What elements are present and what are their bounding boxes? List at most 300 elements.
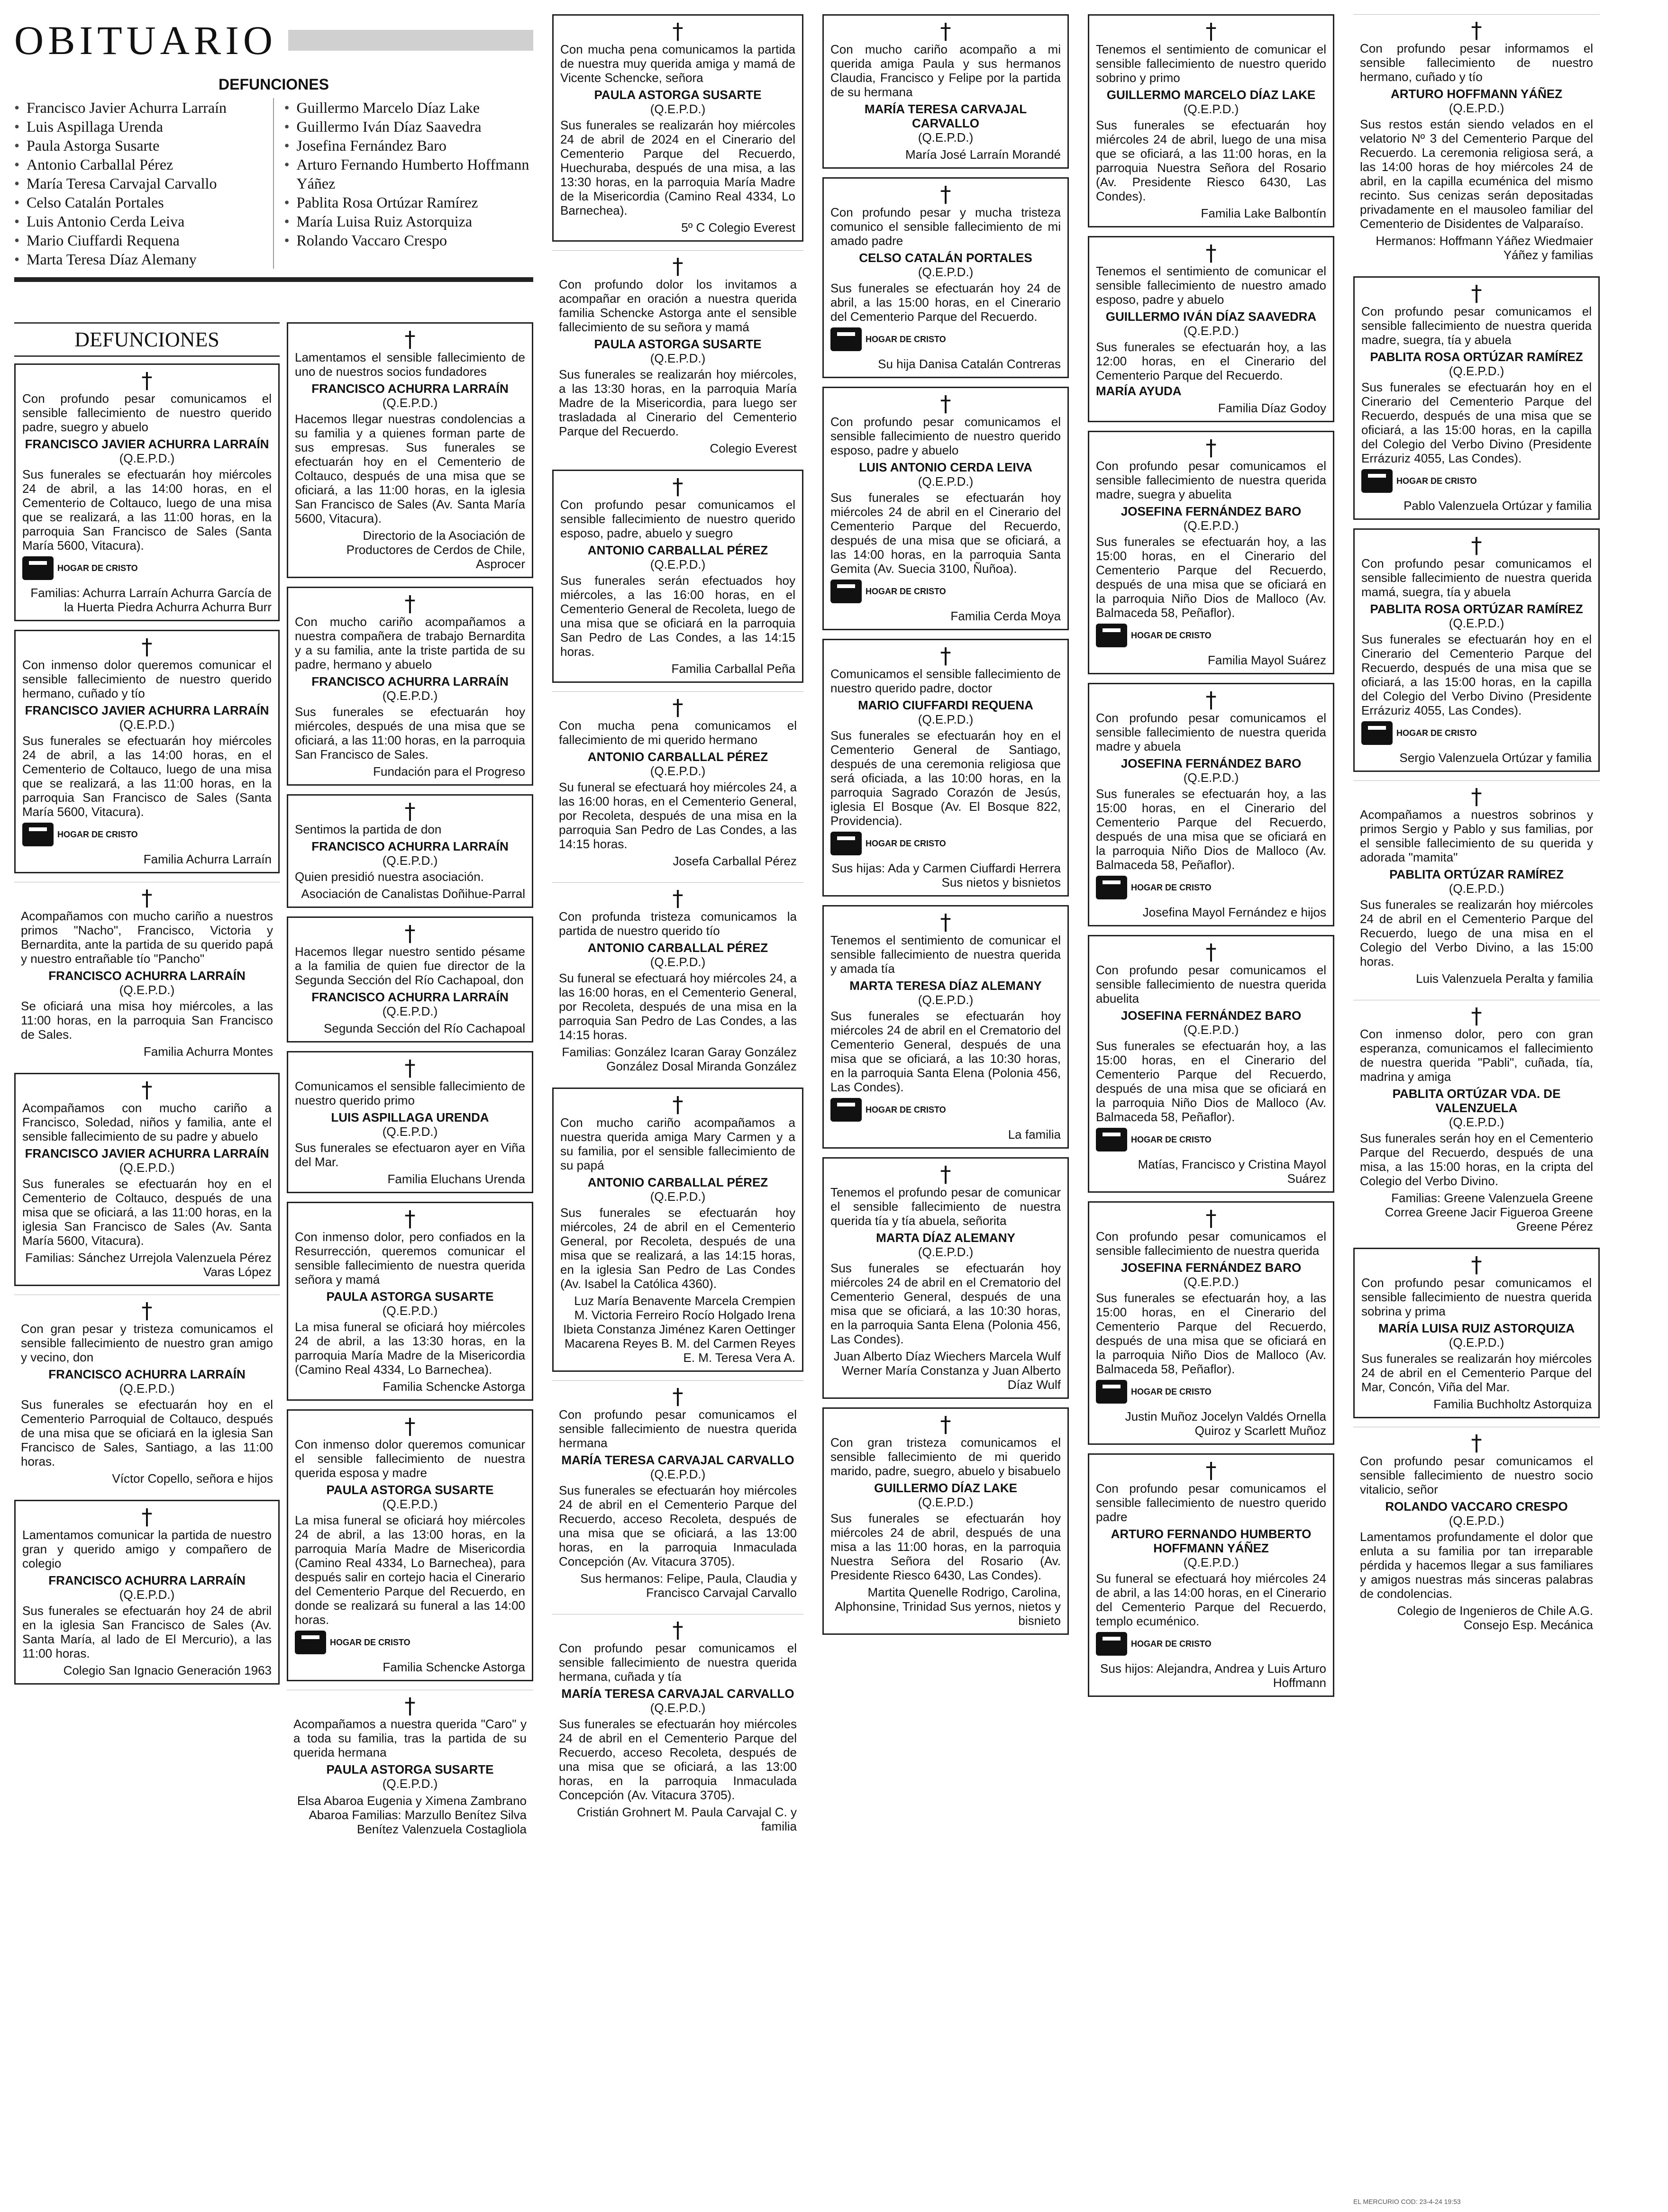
qepd-label: (Q.E.P.D.) bbox=[382, 689, 438, 703]
notice-intro: Sentimos la partida de don bbox=[295, 822, 442, 836]
notice-signature: Martita Quenelle Rodrigo, Carolina, Alphonsine, Trinidad Sus yernos, nietos y bisnieto bbox=[835, 1585, 1061, 1628]
notice-intro: Con inmenso dolor, pero con gran esperanza, comunicamos el fallecimiento de nuestra querida "Pabli", cuñada, tía, madrina y amiga bbox=[1360, 1027, 1593, 1084]
death-notice bbox=[287, 794, 533, 908]
hogar-de-cristo-logo bbox=[1096, 876, 1212, 899]
notice-intro: Con profundo dolor los invitamos a acompañar en oración a nuestra querida familia Schencke Astorga ante el sensible fallecimiento de su señora y mamá bbox=[559, 277, 797, 334]
cross-icon: † bbox=[672, 18, 684, 44]
deceased-name: JOSEFINA FERNÁNDEZ BARO bbox=[1121, 1260, 1302, 1275]
index-entry: • Paula Astorga Susarte bbox=[14, 136, 264, 155]
qepd-label: (Q.E.P.D.) bbox=[918, 993, 974, 1007]
notice-intro: Con profundo pesar comunicamos el sensible fallecimiento de nuestro querido padre, suegro y abuelo bbox=[22, 391, 272, 434]
deceased-name: ANTONIO CARBALLAL PÉREZ bbox=[587, 750, 768, 764]
notice-body: Su funeral se efectuará hoy miércoles 24, a las 16:00 horas, en el Cementerio General, por Recoleta, después de una misa en la parroquia San Pedro de Las Condes, a las 14:15 horas. bbox=[559, 971, 797, 1042]
cross-icon: † bbox=[141, 885, 153, 911]
logo-label: HOGAR DE CRISTO bbox=[1396, 728, 1477, 738]
cross-icon: † bbox=[404, 1693, 416, 1719]
notice-body: La misa funeral se oficiará hoy miércoles 24 de abril, a las 13:00 horas, en la parroquia María Madre de Misericordia (Camino Real 4334, Lo Barnechea), para después salir en cortejo hacia el Cinerario del Cementerio Parque del Recuerdo, en donde se realizará su funeral a las 14:00 horas. bbox=[295, 1513, 525, 1627]
notice-intro: Acompañamos con mucho cariño a nuestros primos "Nacho", Francisco, Victoria y Bernardita, ante la partida de su querido papá y nuestro entrañable tío "Pancho" bbox=[21, 909, 273, 966]
notice-signature: Luz María Benavente Marcela Crempien M. Victoria Ferreiro Rocío Holgado Irena Ibieta Constanza Jiménez Karen Oettinger Macarena Reyes B. M. del Carmen Reyes E. M. Teresa Vera A. bbox=[563, 1294, 795, 1365]
death-notice bbox=[287, 1690, 533, 1842]
logo-label: HOGAR DE CRISTO bbox=[866, 335, 946, 344]
qepd-label: (Q.E.P.D.) bbox=[1183, 518, 1239, 533]
notice-body: Sus funerales se efectuarán hoy en el Cinerario del Cementerio Parque del Recuerdo, después de una misa que se oficiará, a las 15:00 horas, en la capilla del Colegio del Verbo Divino (Presidente Errázuriz 4055, Las Condes). bbox=[1361, 380, 1592, 465]
notice-signature: Elsa Abaroa Eugenia y Ximena Zambrano Abaroa Familias: Marzullo Benítez Silva Benítez Valenzuela Costagliola bbox=[297, 1794, 527, 1836]
death-notice bbox=[822, 1407, 1069, 1635]
death-notice bbox=[822, 639, 1069, 897]
notice-signature: Familia Eluchans Urenda bbox=[387, 1172, 525, 1186]
death-notice bbox=[552, 250, 803, 461]
hogar-de-cristo-logo bbox=[1361, 721, 1477, 745]
qepd-label: (Q.E.P.D.) bbox=[382, 396, 438, 410]
cross-icon: † bbox=[141, 1077, 153, 1103]
deceased-name: MARÍA LUISA RUIZ ASTORQUIZA bbox=[1378, 1321, 1575, 1335]
hogar-de-cristo-logo bbox=[830, 327, 946, 351]
hogar-de-cristo-icon bbox=[1361, 721, 1393, 745]
deceased-name: FRANCISCO ACHURRA LARRAÍN bbox=[311, 839, 509, 853]
qepd-label: (Q.E.P.D.) bbox=[1449, 1335, 1504, 1350]
deceased-name: FRANCISCO JAVIER ACHURRA LARRAÍN bbox=[25, 703, 269, 717]
death-notice bbox=[287, 1409, 533, 1681]
qepd-label: (Q.E.P.D.) bbox=[1449, 1115, 1504, 1129]
hogar-de-cristo-icon bbox=[830, 580, 862, 603]
logo-label: HOGAR DE CRISTO bbox=[866, 1105, 946, 1115]
cross-icon: † bbox=[1205, 18, 1217, 44]
deceased-name: PAULA ASTORGA SUSARTE bbox=[594, 337, 762, 351]
deceased-name: PAULA ASTORGA SUSARTE bbox=[326, 1289, 494, 1304]
deceased-name: MARTA DÍAZ ALEMANY bbox=[876, 1231, 1015, 1245]
death-notice bbox=[287, 1202, 533, 1401]
notice-intro: Con mucha pena comunicamos la partida de nuestra muy querida amiga y mamá de Vicente Schencke, señora bbox=[560, 42, 795, 85]
cross-icon: † bbox=[404, 591, 416, 616]
cross-icon: † bbox=[672, 1384, 684, 1409]
notice-signature: Familias: Greene Valenzuela Greene Correa Greene Jacir Figueroa Greene Greene Pérez bbox=[1385, 1191, 1593, 1233]
logo-label: HOGAR DE CRISTO bbox=[57, 830, 138, 839]
notice-body: Se oficiará una misa hoy miércoles, a las 11:00 horas, en la parroquia San Francisco de Sales. bbox=[21, 999, 273, 1042]
cross-icon: † bbox=[404, 798, 416, 824]
notice-signature: Familia Mayol Suárez bbox=[1208, 653, 1326, 667]
index-entry: • María Luisa Ruiz Astorquiza bbox=[284, 212, 534, 231]
notice-body: Sus funerales se realizarán hoy miércoles 24 de abril de 2024 en el Cinerario del Cementerio Parque del Recuerdo, Huechuraba, después de una misa, a las 13:30 horas, en la parroquia María Madre de la Misericordia (Camino Real 4334, Lo Barnechea). bbox=[560, 118, 795, 218]
notice-intro: Con profundo pesar comunicamos el sensible fallecimiento de nuestra querida madre, suegra, tía y abuela bbox=[1361, 304, 1592, 347]
cross-icon: † bbox=[1471, 784, 1482, 809]
death-notice bbox=[1353, 14, 1600, 268]
hogar-de-cristo-icon bbox=[830, 832, 862, 855]
death-notice bbox=[552, 691, 803, 874]
notice-body: Sus funerales se efectuarán hoy, a las 15:00 horas, en el Cinerario del Cementerio Parque del Recuerdo, después de una misa que se oficiará en la parroquia Niño Dios de Malloco (Av. Balmaceda 58, Peñaflor). bbox=[1096, 1039, 1326, 1124]
obituary-index bbox=[14, 98, 533, 282]
qepd-label: (Q.E.P.D.) bbox=[918, 712, 974, 726]
qepd-label: (Q.E.P.D.) bbox=[119, 717, 175, 732]
deceased-name: MARÍA TERESA CARVAJAL CARVALLO bbox=[864, 102, 1027, 130]
death-notice bbox=[1353, 528, 1600, 772]
deceased-name: GUILLERMO DÍAZ LAKE bbox=[874, 1481, 1017, 1495]
notice-signature: Familia Lake Balbontín bbox=[1201, 206, 1326, 220]
qepd-label: (Q.E.P.D.) bbox=[1183, 1555, 1239, 1569]
notice-intro: Con profundo pesar comunicamos el sensible fallecimiento de nuestra querida madre, suegra y abuelita bbox=[1096, 459, 1326, 501]
notice-body: Su funeral se efectuará hoy miércoles 24 de abril, a las 14:00 horas, en el Cinerario del Cementerio Parque del Recuerdo, templo ecuménico. bbox=[1096, 1571, 1326, 1628]
notice-signature: Sus hijas: Ada y Carmen Ciuffardi Herrera Sus nietos y bisnietos bbox=[831, 861, 1061, 889]
logo-label: HOGAR DE CRISTO bbox=[1131, 1387, 1212, 1396]
notice-intro: Con gran pesar y tristeza comunicamos el sensible fallecimiento de nuestro gran amigo y vecino, don bbox=[21, 1322, 273, 1364]
hogar-de-cristo-icon bbox=[22, 823, 54, 846]
hogar-de-cristo-icon bbox=[1096, 1128, 1127, 1151]
qepd-label: (Q.E.P.D.) bbox=[650, 955, 706, 969]
footer-code: EL MERCURIO COD: 23-4-24 19:53 bbox=[1353, 2198, 1461, 2205]
index-entry: • Mario Ciuffardi Requena bbox=[14, 231, 264, 250]
notice-body: Su funeral se efectuará hoy miércoles 24, a las 16:00 horas, en el Cementerio General, por Recoleta, después de una misa en la parroquia San Pedro de Las Condes, a las 14:15 horas. bbox=[559, 780, 797, 851]
notice-intro: Con profundo pesar comunicamos el sensible fallecimiento de nuestra querida sobrina y prima bbox=[1361, 1276, 1592, 1318]
qepd-label: (Q.E.P.D.) bbox=[382, 1777, 438, 1791]
death-notice bbox=[1088, 431, 1334, 674]
deceased-name: ANTONIO CARBALLAL PÉREZ bbox=[587, 941, 768, 955]
notice-body: Sus funerales se realizarán hoy miércoles, a las 13:30 horas, en la parroquia María Madre de la Misericordia, para luego ser trasladada al Cinerario del Cementerio Parque del Recuerdo. bbox=[559, 367, 797, 438]
notice-intro: Acompañamos a nuestros sobrinos y primos Sergio y Pablo y sus familias, por el sensible fallecimiento de su querida y adorada "mamita" bbox=[1360, 807, 1593, 864]
notice-signature: Familia Schencke Astorga bbox=[383, 1379, 525, 1394]
cross-icon: † bbox=[404, 326, 416, 352]
death-notice bbox=[14, 1073, 280, 1286]
notice-body: Sus funerales se efectuarán hoy, a las 15:00 horas, en el Cinerario del Cementerio Parque del Recuerdo, después de una misa que se oficiará en la parroquia Niño Dios de Malloco (Av. Balmaceda 58, Peñaflor). bbox=[1096, 1291, 1326, 1376]
cross-icon: † bbox=[141, 368, 153, 393]
qepd-label: (Q.E.P.D.) bbox=[1183, 1275, 1239, 1289]
notice-intro: Comunicamos el sensible fallecimiento de nuestro querido padre, doctor bbox=[830, 667, 1061, 695]
death-notice bbox=[287, 322, 533, 578]
notice-signature: Josefa Carballal Pérez bbox=[673, 854, 797, 868]
notice-signature: María José Larraín Morandé bbox=[905, 147, 1061, 162]
death-notice bbox=[287, 1051, 533, 1193]
deceased-name: PAULA ASTORGA SUSARTE bbox=[594, 88, 762, 102]
deceased-name: FRANCISCO ACHURRA LARRAÍN bbox=[311, 674, 509, 689]
notice-intro: Con mucha pena comunicamos el fallecimiento de mi querido hermano bbox=[559, 718, 797, 747]
qepd-label: (Q.E.P.D.) bbox=[382, 1497, 438, 1511]
deceased-name: GUILLERMO IVÁN DÍAZ SAAVEDRA bbox=[1105, 309, 1317, 324]
notice-signature: Colegio Everest bbox=[710, 441, 797, 455]
deceased-name: MARÍA TERESA CARVAJAL CARVALLO bbox=[561, 1453, 794, 1467]
notice-intro: Con mucho cariño acompaño a mi querida amiga Paula y sus hermanos Claudia, Francisco y Felipe por la partida de su hermana bbox=[830, 42, 1061, 99]
hogar-de-cristo-icon bbox=[830, 327, 862, 351]
maria-ayuda-logo bbox=[1096, 386, 1182, 396]
death-notice bbox=[552, 882, 803, 1079]
index-entry: • Guillermo Iván Díaz Saavedra bbox=[284, 117, 534, 136]
deceased-name: PAULA ASTORGA SUSARTE bbox=[326, 1483, 494, 1497]
death-notice bbox=[1088, 236, 1334, 422]
index-entry: • Luis Aspillaga Urenda bbox=[14, 117, 264, 136]
deceased-name: FRANCISCO ACHURRA LARRAÍN bbox=[48, 1367, 246, 1381]
notice-signature: 5º C Colegio Everest bbox=[681, 220, 795, 235]
cross-icon: † bbox=[672, 695, 684, 720]
notice-body: Sus funerales se efectuarán hoy en el Cinerario del Cementerio Parque del Recuerdo, después de una misa que se oficiará, a las 15:00 horas, en la capilla del Colegio del Verbo Divino (Presidente Errázuriz 4055, Las Condes). bbox=[1361, 632, 1592, 717]
notice-intro: Lamentamos el sensible fallecimiento de uno de nuestros socios fundadores bbox=[295, 350, 525, 379]
index-entry: • Josefina Fernández Baro bbox=[284, 136, 534, 155]
death-notice bbox=[552, 14, 803, 242]
qepd-label: (Q.E.P.D.) bbox=[1449, 881, 1504, 896]
qepd-label: (Q.E.P.D.) bbox=[650, 1189, 706, 1204]
qepd-label: (Q.E.P.D.) bbox=[918, 130, 974, 145]
notice-signature: Su hija Danisa Catalán Contreras bbox=[878, 357, 1061, 371]
column-4 bbox=[822, 14, 1069, 1643]
death-notice bbox=[822, 387, 1069, 630]
cross-icon: † bbox=[1471, 1003, 1482, 1029]
notice-intro: Acompañamos a nuestra querida "Caro" y a toda su familia, tras la partida de su querida hermana bbox=[293, 1717, 527, 1759]
deceased-name: PAULA ASTORGA SUSARTE bbox=[326, 1762, 494, 1777]
qepd-label: (Q.E.P.D.) bbox=[650, 764, 706, 778]
hogar-de-cristo-icon bbox=[830, 1098, 862, 1122]
cross-icon: † bbox=[1471, 1252, 1482, 1278]
hogar-de-cristo-icon bbox=[1096, 876, 1127, 899]
notice-body: Sus funerales se efectuarán hoy miércoles 24 de abril en el Crematorio del Cementerio General, después de una misa que se oficiará, a las 10:30 horas, en la parroquia Santa Elena (Polonia 456, Las Condes). bbox=[830, 1261, 1061, 1346]
notice-body: Sus funerales se efectuarán hoy, a las 15:00 horas, en el Cinerario del Cementerio Parque del Recuerdo, después de una misa que se oficiará en la parroquia Niño Dios de Malloco (Av. Balmaceda 58, Peñaflor). bbox=[1096, 535, 1326, 620]
logo-label: MARÍA AYUDA bbox=[1096, 384, 1182, 398]
obituary-header bbox=[14, 14, 533, 282]
cross-icon: † bbox=[404, 921, 416, 946]
notice-body: Sus funerales se efectuarán hoy en el Cementerio de Coltauco, después de una misa que se oficiará, a las 11:00 horas, en la iglesia San Francisco de Sales (Av. Santa María 5600, Vitacura). bbox=[22, 1177, 272, 1248]
notice-intro: Con gran tristeza comunicamos el sensible fallecimiento de mi querido marido, padre, suegro, abuelo y bisabuelo bbox=[830, 1435, 1061, 1478]
cross-icon: † bbox=[1205, 687, 1217, 713]
death-notice bbox=[14, 1500, 280, 1685]
notice-signature: Pablo Valenzuela Ortúzar y familia bbox=[1404, 499, 1592, 513]
logo-label: HOGAR DE CRISTO bbox=[866, 839, 946, 848]
notice-intro: Con mucho cariño acompañamos a nuestra compañera de trabajo Bernardita y a su familia, ante la triste partida de su padre, hermano y abuelo bbox=[295, 615, 525, 671]
cross-icon: † bbox=[940, 643, 951, 669]
cross-icon: † bbox=[672, 886, 684, 911]
qepd-label: (Q.E.P.D.) bbox=[650, 102, 706, 116]
notice-body: Sus funerales se efectuarán hoy miércoles 24 de abril en el Cementerio Parque del Recuerdo, acceso Recoleta, después de una misa que se oficiará, a las 13:00 horas, en la parroquia Inmaculada Concepción (Av. Vitacura 3705). bbox=[559, 1717, 797, 1802]
hogar-de-cristo-logo bbox=[1096, 1128, 1212, 1151]
hogar-de-cristo-logo bbox=[22, 556, 138, 580]
index-entry: • Francisco Javier Achurra Larraín bbox=[14, 98, 264, 117]
notice-intro: Tenemos el sentimiento de comunicar el sensible fallecimiento de nuestro querido sobrino y primo bbox=[1096, 42, 1326, 85]
notice-intro: Con profundo pesar comunicamos el sensible fallecimiento de nuestra querida bbox=[1096, 1229, 1326, 1258]
notice-signature: Hermanos: Hoffmann Yáñez Wiedmaier Yáñez y familias bbox=[1376, 234, 1593, 262]
notice-body: Sus funerales se efectuarán hoy miércoles 24 de abril en el Cinerario del Cementerio Parque del Recuerdo, después de una misa que se oficiará, a las 14:00 horas, en la parroquia Santa Gemita (Av. Suecia 3100, Ñuñoa). bbox=[830, 490, 1061, 576]
notice-intro: Con profundo pesar comunicamos el sensible fallecimiento de nuestra querida hermana bbox=[559, 1407, 797, 1450]
notice-signature: Sergio Valenzuela Ortúzar y familia bbox=[1399, 751, 1592, 765]
hogar-de-cristo-icon bbox=[1361, 469, 1393, 493]
death-notice bbox=[14, 363, 280, 621]
notice-intro: Lamentamos comunicar la partida de nuestro gran y querido amigo y compañero de colegio bbox=[22, 1528, 272, 1570]
notice-body: Sus funerales se efectuarán hoy miércoles 24 de abril, a las 14:00 horas, en el Cementerio de Coltauco, luego de una misa que se realizará, a las 11:00 horas, en la parroquia San Francisco de Sales (Santa María 5600, Vitacura). bbox=[22, 467, 272, 553]
index-entry: • Marta Teresa Díaz Alemany bbox=[14, 250, 264, 269]
cross-icon: † bbox=[940, 1161, 951, 1187]
notice-intro: Hacemos llegar nuestro sentido pésame a la familia de quien fue director de la Segunda Sección del Río Cachapoal, don bbox=[295, 944, 525, 987]
death-notice bbox=[1088, 1201, 1334, 1445]
notice-signature: Directorio de la Asociación de Productores de Cerdos de Chile, Asprocer bbox=[346, 528, 525, 571]
deceased-name: LUIS ASPILLAGA URENDA bbox=[331, 1110, 489, 1124]
cross-icon: † bbox=[672, 1092, 684, 1117]
death-notice bbox=[552, 1380, 803, 1605]
notice-intro: Con profunda tristeza comunicamos la partida de nuestro querido tío bbox=[559, 909, 797, 938]
logo-label: HOGAR DE CRISTO bbox=[866, 587, 946, 596]
logo-label: HOGAR DE CRISTO bbox=[1131, 883, 1212, 892]
qepd-label: (Q.E.P.D.) bbox=[119, 1160, 175, 1175]
deceased-name: PABLITA ROSA ORTÚZAR RAMÍREZ bbox=[1370, 602, 1583, 616]
cross-icon: † bbox=[1205, 1458, 1217, 1483]
death-notice bbox=[1088, 935, 1334, 1193]
notice-intro: Con inmenso dolor queremos comunicar el sensible fallecimiento de nuestro querido hermano, cuñado y tío bbox=[22, 658, 272, 700]
notice-body: Sus funerales se efectuarán hoy miércoles 24 de abril, después de una misa a las 11:00 horas, en la parroquia Nuestra Señora del Rosario (Av. Presidente Riesco 6430, Las Condes). bbox=[830, 1511, 1061, 1582]
hogar-de-cristo-logo bbox=[1096, 1632, 1212, 1656]
qepd-label: (Q.E.P.D.) bbox=[1449, 616, 1504, 630]
notice-intro: Tenemos el sentimiento de comunicar el sensible fallecimiento de nuestro amado esposo, padre y abuelo bbox=[1096, 264, 1326, 307]
qepd-label: (Q.E.P.D.) bbox=[650, 351, 706, 365]
deceased-name: FRANCISCO ACHURRA LARRAÍN bbox=[311, 990, 509, 1004]
hogar-de-cristo-icon bbox=[295, 1631, 326, 1654]
notice-intro: Tenemos el profundo pesar de comunicar el sensible fallecimiento de nuestra querida tía y tía abuela, señorita bbox=[830, 1185, 1061, 1228]
notice-body: Sus funerales se efectuarán hoy miércoles, 24 de abril en el Cementerio General, por Recoleta, después de una misa que se realizará, a las 14:15 horas, en la iglesia San Pedro de Las Condes (Av. Isabel la Católica 4360). bbox=[560, 1206, 795, 1291]
cross-icon: † bbox=[404, 1206, 416, 1232]
cross-icon: † bbox=[1205, 240, 1217, 266]
deceased-name: FRANCISCO JAVIER ACHURRA LARRAÍN bbox=[25, 437, 269, 451]
qepd-label: (Q.E.P.D.) bbox=[1183, 324, 1239, 338]
index-entry: • Arturo Fernando Humberto Hoffmann Yáñez bbox=[284, 155, 534, 193]
notice-body: Lamentamos profundamente el dolor que enluta a su familia por tan irreparable pérdida y hacemos llegar a sus familiares y amigos nuestras más sinceras palabras de condolencias. bbox=[1360, 1530, 1593, 1601]
index-entry: • María Teresa Carvajal Carvallo bbox=[14, 174, 264, 193]
notice-intro: Con inmenso dolor queremos comunicar el sensible fallecimiento de nuestra querida esposa y madre bbox=[295, 1437, 525, 1480]
notice-signature: Sus hijos: Alejandra, Andrea y Luis Arturo Hoffmann bbox=[1100, 1661, 1326, 1690]
notice-signature: Juan Alberto Díaz Wiechers Marcela Wulf Werner María Constanza y Juan Alberto Díaz Wulf bbox=[833, 1349, 1061, 1392]
hogar-de-cristo-logo bbox=[1096, 624, 1212, 647]
qepd-label: (Q.E.P.D.) bbox=[650, 557, 706, 571]
death-notice bbox=[1088, 683, 1334, 926]
cross-icon: † bbox=[672, 474, 684, 499]
qepd-label: (Q.E.P.D.) bbox=[119, 451, 175, 465]
notice-signature: Luis Valenzuela Peralta y familia bbox=[1416, 971, 1593, 986]
qepd-label: (Q.E.P.D.) bbox=[382, 1124, 438, 1139]
cross-icon: † bbox=[1471, 533, 1482, 558]
notice-body: Quien presidió nuestra asociación. bbox=[295, 870, 484, 884]
death-notice bbox=[552, 1614, 803, 1839]
qepd-label: (Q.E.P.D.) bbox=[382, 1304, 438, 1318]
deceased-name: JOSEFINA FERNÁNDEZ BARO bbox=[1121, 1008, 1302, 1023]
hogar-de-cristo-icon bbox=[1096, 1632, 1127, 1656]
death-notice bbox=[1353, 276, 1600, 520]
column-3 bbox=[552, 14, 803, 1848]
section-heading: DEFUNCIONES bbox=[14, 322, 280, 357]
qepd-label: (Q.E.P.D.) bbox=[119, 983, 175, 997]
deceased-name: ARTURO HOFFMANN YÁÑEZ bbox=[1390, 87, 1563, 101]
qepd-label: (Q.E.P.D.) bbox=[1183, 771, 1239, 785]
deceased-name: ARTURO FERNANDO HUMBERTO HOFFMANN YÁÑEZ bbox=[1111, 1527, 1312, 1555]
logo-label: HOGAR DE CRISTO bbox=[1131, 631, 1212, 640]
notice-body: Hacemos llegar nuestras condolencias a su familia y a quienes forman parte de sus empresas. Sus funerales se efectuarán hoy en el Cementerio de Coltauco, después de una misa que se oficiará, a las 11:00 horas, en la iglesia San Francisco de Sales (Av. Santa María 5600, Vitacura). bbox=[295, 412, 525, 526]
index-list-right bbox=[274, 98, 534, 269]
hogar-de-cristo-logo bbox=[830, 832, 946, 855]
notice-signature: Justin Muñoz Jocelyn Valdés Ornella Quiroz y Scarlett Muñoz bbox=[1125, 1409, 1326, 1438]
death-notice bbox=[1353, 1248, 1600, 1418]
deceased-name: FRANCISCO JAVIER ACHURRA LARRAÍN bbox=[25, 1146, 269, 1160]
qepd-label: (Q.E.P.D.) bbox=[119, 1587, 175, 1602]
death-notice bbox=[1353, 780, 1600, 991]
death-notice bbox=[822, 177, 1069, 378]
death-notice bbox=[552, 470, 803, 683]
cross-icon: † bbox=[940, 181, 951, 207]
deceased-name: MARIO CIUFFARDI REQUENA bbox=[858, 698, 1033, 712]
page-title: OBITUARIO bbox=[14, 18, 277, 63]
qepd-label: (Q.E.P.D.) bbox=[1449, 1514, 1504, 1528]
notice-signature: Familia Buchholtz Astorquiza bbox=[1433, 1397, 1592, 1411]
death-notice bbox=[822, 1157, 1069, 1399]
death-notice bbox=[1353, 1427, 1600, 1638]
notice-signature: Familia Cerda Moya bbox=[950, 609, 1061, 623]
notice-intro: Con profundo pesar comunicamos el sensible fallecimiento de nuestra querida hermana, cuñada y tía bbox=[559, 1641, 797, 1684]
notice-signature: Asociación de Canalistas Doñihue-Parral bbox=[301, 887, 525, 901]
notice-intro: Con profundo pesar comunicamos el sensible fallecimiento de nuestro querido padre bbox=[1096, 1481, 1326, 1524]
death-notice bbox=[1088, 1453, 1334, 1697]
notice-intro: Con profundo pesar comunicamos el sensible fallecimiento de nuestra querida abuelita bbox=[1096, 963, 1326, 1006]
notice-signature: Familias: Sánchez Urrejola Valenzuela Pérez Varas López bbox=[25, 1251, 272, 1279]
cross-icon: † bbox=[940, 909, 951, 935]
notice-intro: Con profundo pesar comunicamos el sensible fallecimiento de nuestra querida madre y abuela bbox=[1096, 711, 1326, 753]
death-notice bbox=[14, 630, 280, 873]
notice-body: Sus funerales serán efectuados hoy miércoles, a las 16:00 horas, en el Cementerio General de Recoleta, luego de una misa que se oficiará en la parroquia San Pedro de Las Condes, a las 14:15 horas. bbox=[560, 573, 795, 659]
notice-signature: Colegio San Ignacio Generación 1963 bbox=[63, 1663, 272, 1677]
deceased-name: FRANCISCO ACHURRA LARRAÍN bbox=[48, 969, 246, 983]
deceased-name: MARÍA TERESA CARVAJAL CARVALLO bbox=[561, 1686, 794, 1701]
notice-intro: Con inmenso dolor, pero confiados en la Resurrección, queremos comunicar el sensible fallecimiento de nuestra querida señora y mamá bbox=[295, 1230, 525, 1287]
deceased-name: MARTA TERESA DÍAZ ALEMANY bbox=[849, 979, 1042, 993]
death-notice bbox=[14, 882, 280, 1064]
death-notice bbox=[552, 1088, 803, 1372]
notice-intro: Con profundo pesar informamos el sensible fallecimiento de nuestro hermano, cuñado y tío bbox=[1360, 41, 1593, 84]
deceased-name: JOSEFINA FERNÁNDEZ BARO bbox=[1121, 504, 1302, 518]
logo-label: HOGAR DE CRISTO bbox=[330, 1638, 410, 1647]
death-notice bbox=[822, 14, 1069, 169]
cross-icon: † bbox=[672, 254, 684, 279]
notice-intro: Con profundo pesar comunicamos el sensible fallecimiento de nuestro querido esposo, padre, abuelo y suegro bbox=[560, 498, 795, 540]
notice-body: Sus funerales se efectuarán hoy, a las 15:00 horas, en el Cinerario del Cementerio Parque del Recuerdo, después de una misa que se oficiará en la parroquia Niño Dios de Malloco (Av. Balmaceda 58, Peñaflor). bbox=[1096, 787, 1326, 872]
qepd-label: (Q.E.P.D.) bbox=[1183, 1023, 1239, 1037]
qepd-label: (Q.E.P.D.) bbox=[1449, 101, 1504, 115]
notice-body: Sus funerales serán hoy en el Cementerio Parque del Recuerdo, después de una misa, a las 15:00 horas, en la cripta del Colegio del Verbo Divino. bbox=[1360, 1131, 1593, 1188]
cross-icon: † bbox=[141, 634, 153, 660]
death-notice bbox=[1088, 14, 1334, 227]
qepd-label: (Q.E.P.D.) bbox=[650, 1701, 706, 1715]
notice-body: Sus funerales se efectuarán hoy 24 de abril, a las 15:00 horas, en el Cinerario del Cementerio Parque del Recuerdo. bbox=[830, 281, 1061, 324]
qepd-label: (Q.E.P.D.) bbox=[1449, 364, 1504, 378]
logo-label: HOGAR DE CRISTO bbox=[1131, 1639, 1212, 1649]
logo-label: HOGAR DE CRISTO bbox=[57, 563, 138, 573]
notice-intro: Tenemos el sentimiento de comunicar el sensible fallecimiento de nuestra querida y amada tía bbox=[830, 933, 1061, 976]
notice-intro: Acompañamos con mucho cariño a Francisco, Soledad, niños y familia, ante el sensible fallecimiento de su padre y abuelo bbox=[22, 1101, 272, 1143]
cross-icon: † bbox=[672, 1617, 684, 1643]
notice-signature: Cristián Grohnert M. Paula Carvajal C. y familia bbox=[577, 1805, 797, 1833]
notice-signature: Matías, Francisco y Cristina Mayol Suárez bbox=[1138, 1157, 1326, 1186]
hogar-de-cristo-logo bbox=[830, 580, 946, 603]
cross-icon: † bbox=[1205, 435, 1217, 461]
deceased-name: GUILLERMO MARCELO DÍAZ LAKE bbox=[1106, 88, 1316, 102]
notice-signature: Familia Achurra Montes bbox=[143, 1044, 273, 1059]
column-1 bbox=[14, 322, 280, 1693]
index-entry: • Rolando Vaccaro Crespo bbox=[284, 231, 534, 250]
notice-signature: Familia Achurra Larraín bbox=[143, 852, 272, 866]
cross-icon: † bbox=[141, 1504, 153, 1530]
notice-body: Sus funerales se efectuarán hoy en el Cementerio General de Santiago, después de una ceremonia religiosa que será oficiada, a las 10:00 horas, en la parroquia Sagrado Corazón de Jesús, iglesia El Bosque (Av. El Bosque 822, Providencia). bbox=[830, 728, 1061, 828]
index-list-left bbox=[14, 98, 274, 269]
notice-body: Sus funerales se efectuarán hoy miércoles 24 de abril, luego de una misa que se oficiará, a las 11:00 horas, en la parroquia Nuestra Señora del Rosario (Av. Presidente Riesco 6430, Las Condes). bbox=[1096, 118, 1326, 203]
deceased-name: FRANCISCO ACHURRA LARRAÍN bbox=[48, 1573, 246, 1587]
notice-signature: Fundación para el Progreso bbox=[373, 764, 525, 779]
notice-signature: La familia bbox=[1008, 1127, 1061, 1142]
index-subtitle: DEFUNCIONES bbox=[219, 76, 329, 93]
hogar-de-cristo-logo bbox=[830, 1098, 946, 1122]
notice-signature: Sus hermanos: Felipe, Paula, Claudia y Francisco Carvajal Carvallo bbox=[580, 1571, 797, 1600]
cross-icon: † bbox=[1471, 281, 1482, 306]
notice-intro: Comunicamos el sensible fallecimiento de nuestro querido primo bbox=[295, 1079, 525, 1107]
notice-signature: Josefina Mayol Fernández e hijos bbox=[1142, 905, 1326, 919]
notice-signature: Familias: Achurra Larraín Achurra García de la Huerta Piedra Achurra Achurra Burr bbox=[30, 586, 272, 614]
hogar-de-cristo-icon bbox=[1096, 1380, 1127, 1404]
qepd-label: (Q.E.P.D.) bbox=[918, 265, 974, 279]
deceased-name: FRANCISCO ACHURRA LARRAÍN bbox=[311, 381, 509, 396]
